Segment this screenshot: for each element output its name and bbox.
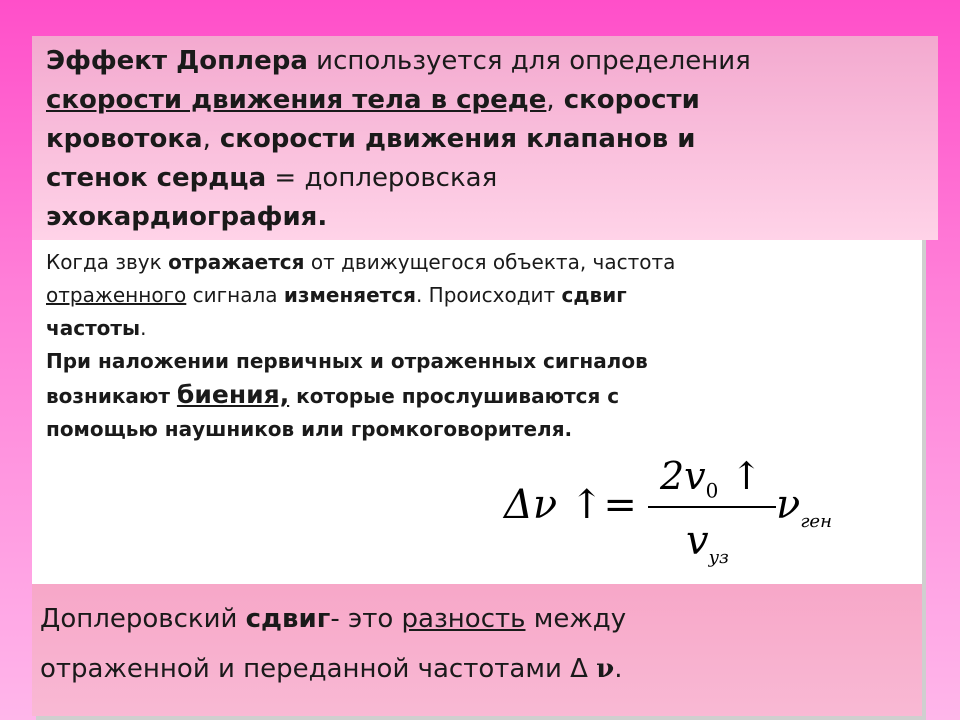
text: Когда звук [46,250,169,274]
text: 0 [705,478,719,503]
doppler-formula [500,446,880,576]
top-line-2 [46,81,924,120]
text: отраженной и переданной частотами Δ [40,654,597,684]
text: отражается [168,250,305,274]
text: частоты [46,316,141,340]
text: которые прослушиваются с [289,384,620,408]
formula-lhs: Δν ↑= [504,482,637,528]
fraction-bar [648,506,776,508]
top-line-3 [46,120,924,159]
explanation-text [46,246,906,446]
text: скорости [554,85,700,115]
text: разность [401,604,526,634]
text: сдвиг [561,283,627,307]
top-line-1 [46,42,924,81]
para-2-line-3: помощью наушников или громкоговорителя. [46,417,573,441]
text: Доплеровский [40,604,246,634]
para-2-line-1: При наложении первичных и отраженных сигналов [46,349,648,373]
body-speed-phrase: скорости движения тела в среде [46,85,547,115]
term-echocardiography: эхокардиография. [46,202,328,232]
text: ν [776,482,801,528]
summary-line-2 [40,644,922,694]
para-2-line-2 [46,378,906,413]
top-line-5 [46,198,924,237]
text: . Происходит [415,283,562,307]
text: изменяется [283,283,416,307]
text: кровотока [46,124,203,154]
summary-box [32,584,922,716]
para-1-line-2 [46,279,906,312]
para-1-line-3 [46,312,906,345]
text: между [525,604,627,634]
text: . [140,316,147,340]
text: ν [596,654,615,684]
text: возникают [46,384,177,408]
text: ген [800,511,832,532]
summary-line-1 [40,594,922,644]
text: ↑ [718,454,763,498]
definition-box [32,36,938,240]
formula-denominator [686,518,729,568]
text: . [614,654,623,684]
text: скорости движения клапанов и [210,124,696,154]
text: стенок сердца [46,163,267,193]
formula-rhs [776,482,832,532]
para-1-line-1 [46,246,906,279]
text: = доплеровская [266,163,498,193]
text: от движущегося объекта, частота [304,250,676,274]
term-doppler-effect: Эффект Доплера [46,46,308,76]
text: - это [330,604,402,634]
text: сигнала [186,283,284,307]
formula-numerator [660,454,762,503]
term-beats: биения, [176,380,290,409]
text: 2v [660,454,706,498]
text: , [202,124,211,154]
text: используется для определения [307,46,751,76]
text: сдвиг [245,604,331,634]
top-line-4 [46,159,924,198]
text: , [546,85,555,115]
text: уз [708,547,729,568]
text: отраженного [46,283,187,307]
text: v [686,518,709,564]
